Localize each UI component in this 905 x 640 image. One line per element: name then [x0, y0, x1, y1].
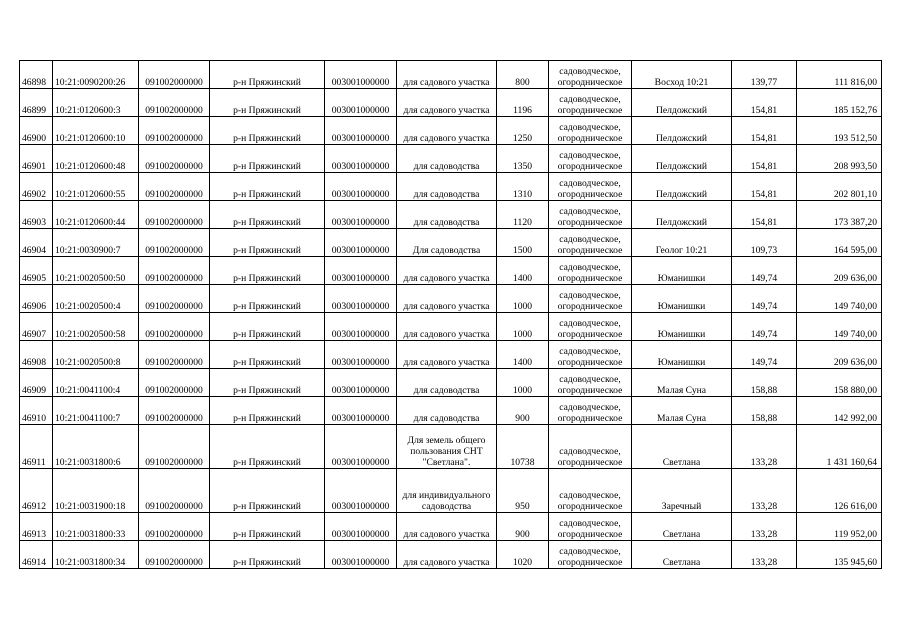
category-code-cell: 003001000000 [325, 513, 397, 541]
category-code-cell: 003001000000 [325, 313, 397, 341]
area-sqm-cell: 10738 [497, 425, 549, 469]
land-use-type-cell: для садового участка [397, 117, 497, 145]
table-row [20, 173, 882, 201]
land-use-type-cell: для садового участка [397, 541, 497, 569]
oktmo-code-cell: 091002000000 [139, 341, 210, 369]
table-row [20, 61, 882, 89]
area-sqm-cell: 1020 [497, 541, 549, 569]
land-use-type-cell: для садоводства [397, 369, 497, 397]
category-code-cell: 003001000000 [325, 469, 397, 513]
permitted-use-cell: садоводческое, огородническое [549, 541, 632, 569]
land-use-type-cell: для садоводства [397, 201, 497, 229]
area-sqm-cell: 1310 [497, 173, 549, 201]
permitted-use-cell: садоводческое, огородническое [549, 341, 632, 369]
table-body [20, 61, 882, 569]
snt-name-cell: Юманишки [632, 313, 732, 341]
snt-name-cell: Юманишки [632, 257, 732, 285]
land-use-type-cell: для садового участка [397, 313, 497, 341]
oktmo-code-cell: 091002000000 [139, 541, 210, 569]
row-number-cell: 46909 [20, 369, 53, 397]
category-code-cell: 003001000000 [325, 541, 397, 569]
permitted-use-cell: садоводческое, огородническое [549, 145, 632, 173]
row-number-cell: 46908 [20, 341, 53, 369]
snt-name-cell: Светлана [632, 425, 732, 469]
snt-name-cell: Пелдожский [632, 145, 732, 173]
permitted-use-cell: садоводческое, огородническое [549, 469, 632, 513]
permitted-use-cell: садоводческое, огородническое [549, 513, 632, 541]
snt-name-cell: Пелдожский [632, 201, 732, 229]
cadastral-number-cell: 10:21:0031900:18 [53, 469, 139, 513]
category-code-cell: 003001000000 [325, 369, 397, 397]
specific-value-cell: 158,88 [732, 369, 797, 397]
permitted-use-cell: садоводческое, огородническое [549, 285, 632, 313]
snt-name-cell: Малая Суна [632, 397, 732, 425]
category-code-cell: 003001000000 [325, 285, 397, 313]
cadastral-value-cell: 149 740,00 [797, 285, 882, 313]
snt-name-cell: Пелдожский [632, 89, 732, 117]
area-sqm-cell: 1000 [497, 285, 549, 313]
table-row [20, 369, 882, 397]
row-number-cell: 46907 [20, 313, 53, 341]
oktmo-code-cell: 091002000000 [139, 397, 210, 425]
area-sqm-cell: 950 [497, 469, 549, 513]
specific-value-cell: 109,73 [732, 229, 797, 257]
district-name-cell: р-н Пряжинский [210, 469, 325, 513]
area-sqm-cell: 900 [497, 397, 549, 425]
snt-name-cell: Светлана [632, 541, 732, 569]
cadastral-number-cell: 10:21:0020500:4 [53, 285, 139, 313]
category-code-cell: 003001000000 [325, 425, 397, 469]
land-use-type-cell: для индивидуального садоводства [397, 469, 497, 513]
district-name-cell: р-н Пряжинский [210, 513, 325, 541]
specific-value-cell: 154,81 [732, 117, 797, 145]
row-number-cell: 46914 [20, 541, 53, 569]
district-name-cell: р-н Пряжинский [210, 145, 325, 173]
cadastral-number-cell: 10:21:0041100:7 [53, 397, 139, 425]
row-number-cell: 46910 [20, 397, 53, 425]
table-row [20, 513, 882, 541]
area-sqm-cell: 800 [497, 61, 549, 89]
row-number-cell: 46899 [20, 89, 53, 117]
district-name-cell: р-н Пряжинский [210, 285, 325, 313]
land-use-type-cell: для садового участка [397, 513, 497, 541]
permitted-use-cell: садоводческое, огородническое [549, 173, 632, 201]
oktmo-code-cell: 091002000000 [139, 229, 210, 257]
cadastral-value-cell: 119 952,00 [797, 513, 882, 541]
specific-value-cell: 154,81 [732, 145, 797, 173]
oktmo-code-cell: 091002000000 [139, 369, 210, 397]
specific-value-cell: 158,88 [732, 397, 797, 425]
land-use-type-cell: для садового участка [397, 61, 497, 89]
cadastral-value-cell: 173 387,20 [797, 201, 882, 229]
category-code-cell: 003001000000 [325, 229, 397, 257]
district-name-cell: р-н Пряжинский [210, 341, 325, 369]
permitted-use-cell: садоводческое, огородническое [549, 117, 632, 145]
table-row [20, 285, 882, 313]
area-sqm-cell: 1000 [497, 369, 549, 397]
oktmo-code-cell: 091002000000 [139, 513, 210, 541]
land-use-type-cell: для садового участка [397, 89, 497, 117]
district-name-cell: р-н Пряжинский [210, 201, 325, 229]
area-sqm-cell: 1250 [497, 117, 549, 145]
area-sqm-cell: 1120 [497, 201, 549, 229]
cadastral-number-cell: 10:21:0020500:50 [53, 257, 139, 285]
table-row [20, 145, 882, 173]
area-sqm-cell: 1400 [497, 257, 549, 285]
district-name-cell: р-н Пряжинский [210, 61, 325, 89]
oktmo-code-cell: 091002000000 [139, 89, 210, 117]
cadastral-number-cell: 10:21:0090200:26 [53, 61, 139, 89]
oktmo-code-cell: 091002000000 [139, 425, 210, 469]
specific-value-cell: 133,28 [732, 425, 797, 469]
specific-value-cell: 154,81 [732, 173, 797, 201]
land-use-type-cell: Для земель общего пользования СНТ "Светлана". [397, 425, 497, 469]
permitted-use-cell: садоводческое, огородническое [549, 397, 632, 425]
specific-value-cell: 149,74 [732, 257, 797, 285]
district-name-cell: р-н Пряжинский [210, 173, 325, 201]
row-number-cell: 46903 [20, 201, 53, 229]
permitted-use-cell: садоводческое, огородническое [549, 425, 632, 469]
specific-value-cell: 154,81 [732, 89, 797, 117]
district-name-cell: р-н Пряжинский [210, 397, 325, 425]
cadastral-number-cell: 10:21:0031800:34 [53, 541, 139, 569]
cadastral-value-cell: 135 945,60 [797, 541, 882, 569]
row-number-cell: 46913 [20, 513, 53, 541]
row-number-cell: 46901 [20, 145, 53, 173]
oktmo-code-cell: 091002000000 [139, 257, 210, 285]
category-code-cell: 003001000000 [325, 257, 397, 285]
permitted-use-cell: садоводческое, огородническое [549, 89, 632, 117]
specific-value-cell: 133,28 [732, 541, 797, 569]
row-number-cell: 46905 [20, 257, 53, 285]
cadastral-value-table [19, 60, 882, 569]
row-number-cell: 46904 [20, 229, 53, 257]
table-row [20, 341, 882, 369]
snt-name-cell: Юманишки [632, 341, 732, 369]
area-sqm-cell: 1400 [497, 341, 549, 369]
district-name-cell: р-н Пряжинский [210, 229, 325, 257]
category-code-cell: 003001000000 [325, 89, 397, 117]
cadastral-value-cell: 126 616,00 [797, 469, 882, 513]
oktmo-code-cell: 091002000000 [139, 285, 210, 313]
cadastral-value-cell: 164 595,00 [797, 229, 882, 257]
row-number-cell: 46912 [20, 469, 53, 513]
cadastral-number-cell: 10:21:0120600:3 [53, 89, 139, 117]
district-name-cell: р-н Пряжинский [210, 369, 325, 397]
cadastral-number-cell: 10:21:0031800:6 [53, 425, 139, 469]
permitted-use-cell: садоводческое, огородническое [549, 229, 632, 257]
oktmo-code-cell: 091002000000 [139, 145, 210, 173]
cadastral-number-cell: 10:21:0020500:8 [53, 341, 139, 369]
category-code-cell: 003001000000 [325, 201, 397, 229]
specific-value-cell: 133,28 [732, 469, 797, 513]
area-sqm-cell: 900 [497, 513, 549, 541]
category-code-cell: 003001000000 [325, 61, 397, 89]
cadastral-number-cell: 10:21:0020500:58 [53, 313, 139, 341]
category-code-cell: 003001000000 [325, 145, 397, 173]
cadastral-value-cell: 111 816,00 [797, 61, 882, 89]
area-sqm-cell: 1350 [497, 145, 549, 173]
cadastral-value-cell: 209 636,00 [797, 257, 882, 285]
cadastral-number-cell: 10:21:0031800:33 [53, 513, 139, 541]
land-use-type-cell: для садового участка [397, 285, 497, 313]
category-code-cell: 003001000000 [325, 173, 397, 201]
land-use-type-cell: Для садоводства [397, 229, 497, 257]
cadastral-value-cell: 158 880,00 [797, 369, 882, 397]
row-number-cell: 46902 [20, 173, 53, 201]
permitted-use-cell: садоводческое, огородническое [549, 257, 632, 285]
table-row [20, 313, 882, 341]
snt-name-cell: Юманишки [632, 285, 732, 313]
cadastral-value-cell: 149 740,00 [797, 313, 882, 341]
table-row [20, 397, 882, 425]
table-row [20, 469, 882, 513]
land-use-type-cell: для садового участка [397, 341, 497, 369]
district-name-cell: р-н Пряжинский [210, 425, 325, 469]
category-code-cell: 003001000000 [325, 117, 397, 145]
oktmo-code-cell: 091002000000 [139, 173, 210, 201]
specific-value-cell: 133,28 [732, 513, 797, 541]
permitted-use-cell: садоводческое, огородническое [549, 61, 632, 89]
cadastral-value-cell: 193 512,50 [797, 117, 882, 145]
snt-name-cell: Светлана [632, 513, 732, 541]
oktmo-code-cell: 091002000000 [139, 61, 210, 89]
table-row [20, 541, 882, 569]
row-number-cell: 46898 [20, 61, 53, 89]
row-number-cell: 46911 [20, 425, 53, 469]
row-number-cell: 46900 [20, 117, 53, 145]
snt-name-cell: Пелдожский [632, 117, 732, 145]
snt-name-cell: Заречный [632, 469, 732, 513]
permitted-use-cell: садоводческое, огородническое [549, 313, 632, 341]
land-use-type-cell: для садового участка [397, 257, 497, 285]
cadastral-number-cell: 10:21:0041100:4 [53, 369, 139, 397]
district-name-cell: р-н Пряжинский [210, 117, 325, 145]
specific-value-cell: 149,74 [732, 285, 797, 313]
table-row [20, 257, 882, 285]
specific-value-cell: 154,81 [732, 201, 797, 229]
table-row [20, 425, 882, 469]
land-use-type-cell: для садоводства [397, 397, 497, 425]
area-sqm-cell: 1196 [497, 89, 549, 117]
snt-name-cell: Геолог 10:21 [632, 229, 732, 257]
cadastral-value-cell: 1 431 160,64 [797, 425, 882, 469]
snt-name-cell: Малая Суна [632, 369, 732, 397]
cadastral-number-cell: 10:21:0120600:55 [53, 173, 139, 201]
oktmo-code-cell: 091002000000 [139, 313, 210, 341]
cadastral-value-cell: 142 992,00 [797, 397, 882, 425]
cadastral-value-cell: 185 152,76 [797, 89, 882, 117]
area-sqm-cell: 1000 [497, 313, 549, 341]
table-row [20, 229, 882, 257]
permitted-use-cell: садоводческое, огородническое [549, 369, 632, 397]
table-row [20, 89, 882, 117]
category-code-cell: 003001000000 [325, 397, 397, 425]
cadastral-value-cell: 208 993,50 [797, 145, 882, 173]
area-sqm-cell: 1500 [497, 229, 549, 257]
cadastral-number-cell: 10:21:0030900:7 [53, 229, 139, 257]
cadastral-value-cell: 209 636,00 [797, 341, 882, 369]
row-number-cell: 46906 [20, 285, 53, 313]
oktmo-code-cell: 091002000000 [139, 469, 210, 513]
district-name-cell: р-н Пряжинский [210, 257, 325, 285]
district-name-cell: р-н Пряжинский [210, 313, 325, 341]
cadastral-value-cell: 202 801,10 [797, 173, 882, 201]
specific-value-cell: 149,74 [732, 341, 797, 369]
snt-name-cell: Пелдожский [632, 173, 732, 201]
table-row [20, 201, 882, 229]
snt-name-cell: Восход 10:21 [632, 61, 732, 89]
table-row [20, 117, 882, 145]
district-name-cell: р-н Пряжинский [210, 541, 325, 569]
oktmo-code-cell: 091002000000 [139, 117, 210, 145]
cadastral-number-cell: 10:21:0120600:44 [53, 201, 139, 229]
specific-value-cell: 149,74 [732, 313, 797, 341]
category-code-cell: 003001000000 [325, 341, 397, 369]
cadastral-number-cell: 10:21:0120600:10 [53, 117, 139, 145]
land-use-type-cell: для садоводства [397, 173, 497, 201]
land-use-type-cell: для садоводства [397, 145, 497, 173]
cadastral-number-cell: 10:21:0120600:48 [53, 145, 139, 173]
permitted-use-cell: садоводческое, огородническое [549, 201, 632, 229]
specific-value-cell: 139,77 [732, 61, 797, 89]
district-name-cell: р-н Пряжинский [210, 89, 325, 117]
oktmo-code-cell: 091002000000 [139, 201, 210, 229]
